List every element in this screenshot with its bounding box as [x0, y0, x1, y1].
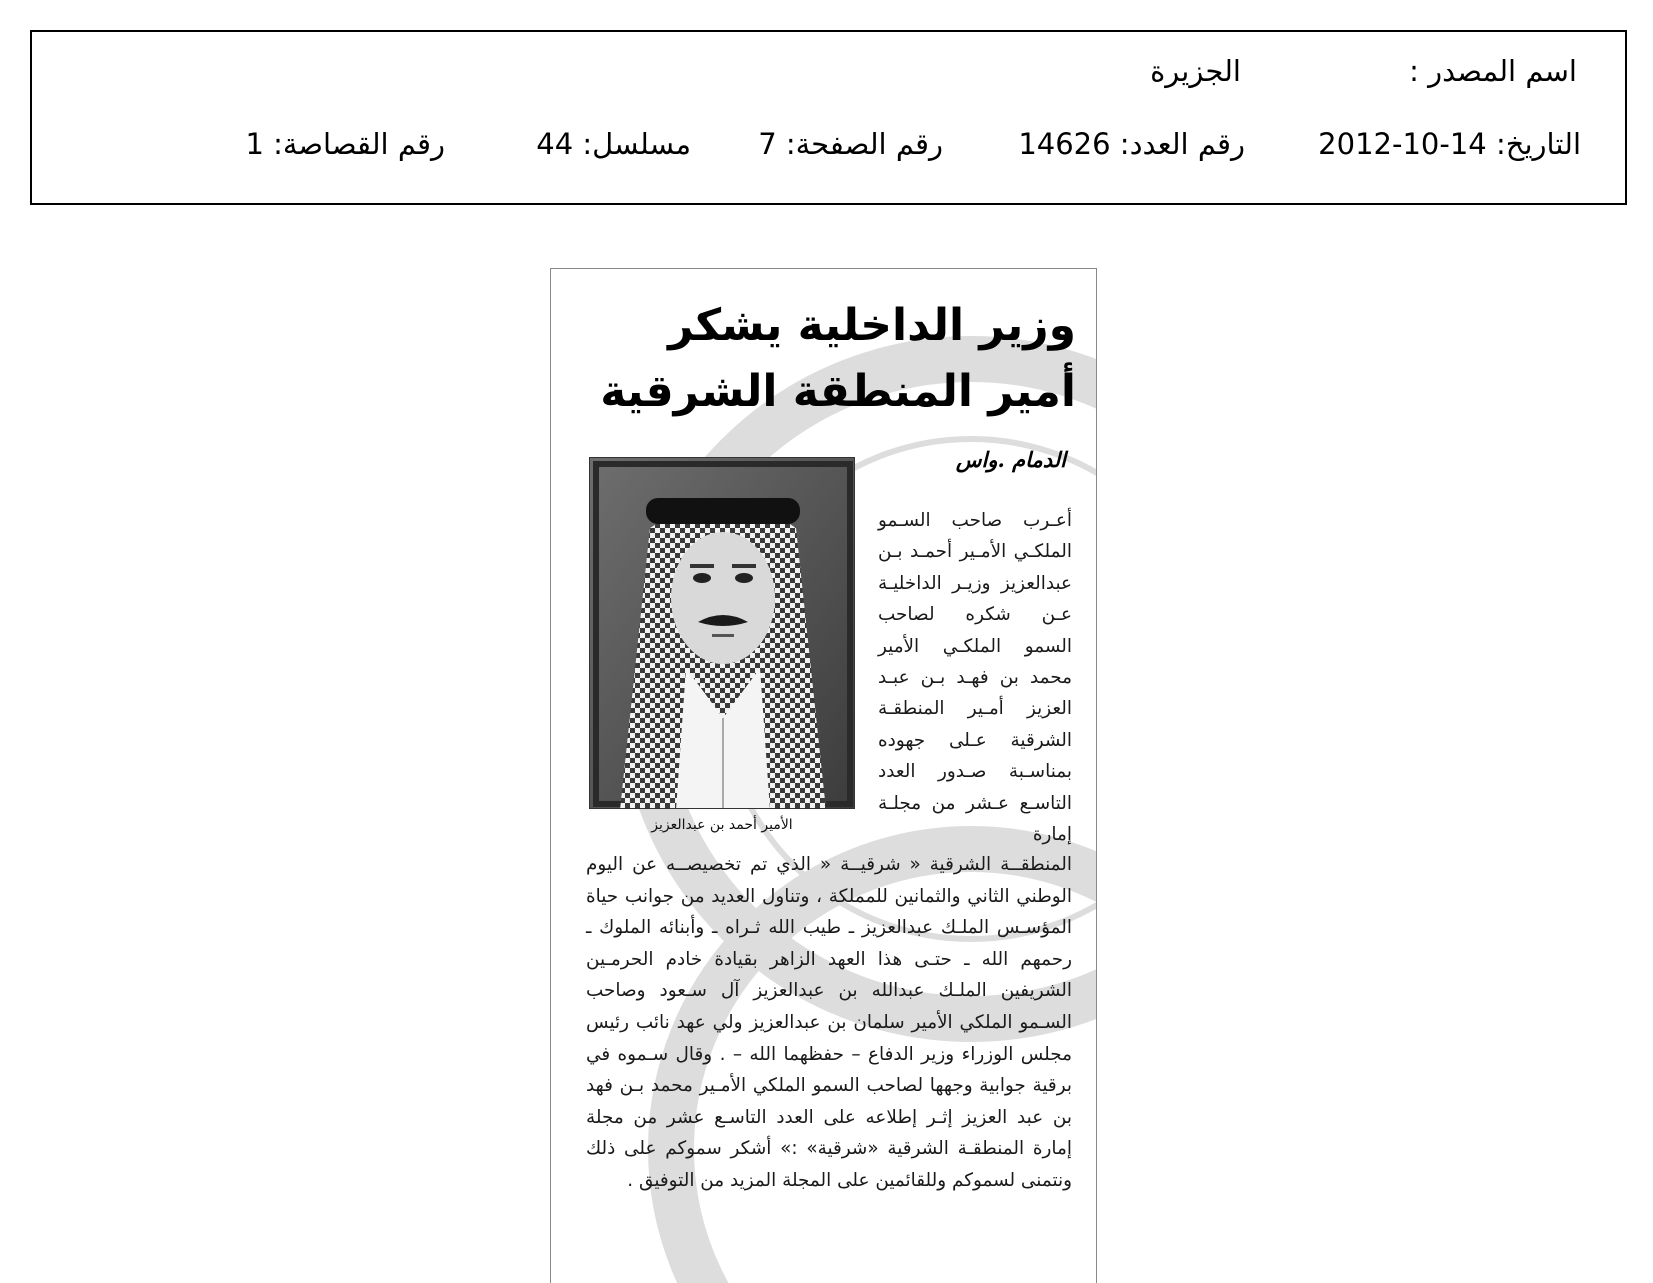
clip-number-field: رقم القصاصة: 1: [245, 127, 445, 161]
article-body-wide-column: المنطقــة الشرقية « شرقيــة « الذي تم تخصيصــه عن اليوم الوطني الثاني والثمانين للمملكة ، وتناول العديد من جوانب حياة المؤسـس الملـك عبدالعزيز ـ طيب الله ثـراه ـ وأبنائه الملوك ـ رحمهم الله ـ حتـى هذا العهد الزاهر بقيادة خادم الحرمـين الشريفين الملـك عبدالله بن عبدالعزيز آل سـعود وصاحب السـمو الملكي الأمير سلمان بن عبدالعزيز ولي عهد نائب رئيس مجلس الوزراء وزير الدفاع – حفظهما الله – . وقال سـموه في برقية جوابية وجهها لصاحب السمو الملكي الأمـير محمد بـن فهد بن عبد العزيز إثـر إطلاعه على العدد التاسـع عشر من مجلة إمارة المنطقـة الشرقية «شرقية» :» أشكر سموكم على ذلك ونتمنى لسموكم وللقائمين على المجلة المزيد من التوفيق .: [586, 854, 1072, 1191]
source-value: الجزيرة: [1150, 54, 1241, 88]
article-dateline: الدمام .واس: [955, 447, 1066, 472]
portrait-photo: [589, 457, 855, 809]
page-number-field: رقم الصفحة: 7: [758, 127, 943, 161]
serial-field: مسلسل: 44: [536, 127, 691, 161]
date-field: التاريخ: 14-10-2012: [1318, 127, 1581, 161]
photo-caption: الأمير أحمد بن عبدالعزيز: [651, 817, 793, 833]
headline-line-2: أمير المنطقة الشرقية: [600, 366, 1076, 417]
article-body-narrow-column: أعـرب صاحب السـمو الملكـي الأمـير أحمـد بـن عبدالعزيز وزيـر الداخليـة عـن شكره لصاحب السمو الملكـي الأمير محمد بن فهـد بـن عبـد العزيز أمـير المنطقـة الشرقية عـلى جهوده بمناسـبة صـدور العدد التاسـع عـشر من مجلـة إمارة: [878, 510, 1072, 846]
headline-line-1: وزير الداخلية يشكر: [668, 300, 1076, 351]
article-headline: [576, 293, 1076, 425]
portrait-photo-icon: [590, 458, 855, 809]
clipping-metadata-box: [30, 30, 1627, 205]
issue-number-field: رقم العدد: 14626: [1018, 127, 1245, 161]
source-label: اسم المصدر :: [1409, 54, 1577, 88]
newspaper-clipping: [550, 268, 1097, 1283]
